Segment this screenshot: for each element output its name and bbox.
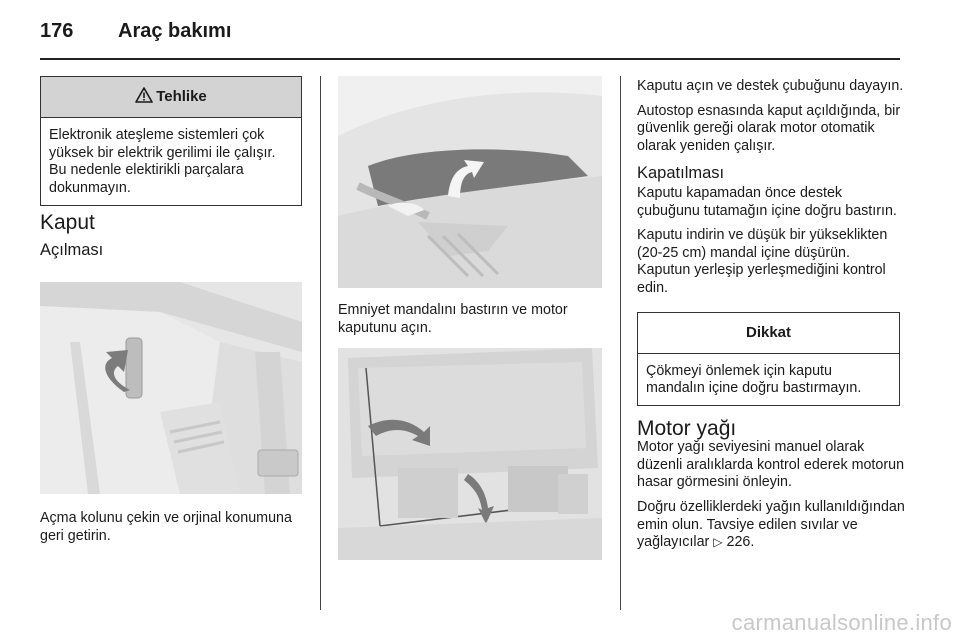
danger-box [40, 76, 302, 206]
hood-latch-illustration [338, 76, 602, 288]
release-lever-caption: Açma kolunu çekin ve orjinal konumuna geri getirin. [40, 510, 292, 544]
motor-oil-paragraph-2-text: Doğru özelliklerdeki yağın kullanıldığından emin olun. Tavsiye edilen sıvılar ve yağlayıcılar [637, 498, 905, 551]
motor-oil-paragraph-1: Motor yağı seviyesini manuel olarak düzenli aralıklarda kontrol ederek motorun hasar görmesini önleyin. [637, 439, 905, 491]
chapter-title: Araç bakımı [118, 20, 232, 42]
closing-paragraph-2: Kaputu indirin ve düşük bir yükseklikten (20-25 cm) mandal içine düşürün. Kaputun yerleşip yerleşmediğini kontrol edin. [637, 227, 888, 296]
header-divider [40, 58, 900, 60]
right-column [637, 78, 905, 559]
engine-bay-illustration [338, 348, 602, 560]
section-title: Kaput [40, 211, 95, 234]
closing-title: Kapatılması [637, 164, 725, 183]
release-lever-illustration [40, 282, 302, 494]
danger-box-title: Tehlike [156, 88, 207, 105]
caution-box-body: Çökmeyi önlemek için kaputu mandalın içine doğru bastırmayın. [646, 362, 862, 397]
column-divider-2 [620, 76, 621, 610]
middle-caption-block [338, 302, 606, 344]
closing-paragraph-1: Kaputu kapamadan önce destek çubuğunu tutamağın içine doğru bastırın. [637, 184, 897, 219]
motor-oil-title: Motor yağı [637, 416, 737, 440]
page-number: 176 [40, 20, 74, 42]
caution-box [637, 312, 900, 406]
column-divider-1 [320, 76, 321, 610]
left-figure-caption [40, 510, 302, 552]
watermark: carmanualsonline.info [731, 610, 952, 635]
page-reference-link[interactable]: 226. [726, 534, 755, 551]
page-header [40, 14, 900, 58]
page-reference-icon: ▷ [713, 535, 723, 550]
hood-latch-caption: Emniyet mandalını bastırın ve motor kaputunu açın. [338, 302, 568, 336]
autostop-paragraph: Autostop esnasında kaput açıldığında, bir güvenlik gereği olarak motor otomatik olarak yeniden çalışır. [637, 102, 901, 154]
danger-box-body: Elektronik ateşleme sistemleri çok yüksek bir elektrik gerilimi ile çalışır. Bu nedenle elektirikli parçalara dokunmayın. [49, 127, 276, 196]
danger-box-header [41, 77, 301, 118]
warning-triangle-icon [135, 87, 153, 103]
motor-oil-paragraph-2 [637, 499, 905, 552]
open-support-paragraph: Kaputu açın ve destek çubuğunu dayayın. [637, 78, 904, 94]
subsection-title: Açılması [40, 240, 104, 259]
left-column [40, 76, 302, 259]
caution-box-header: Dikkat [638, 313, 899, 354]
